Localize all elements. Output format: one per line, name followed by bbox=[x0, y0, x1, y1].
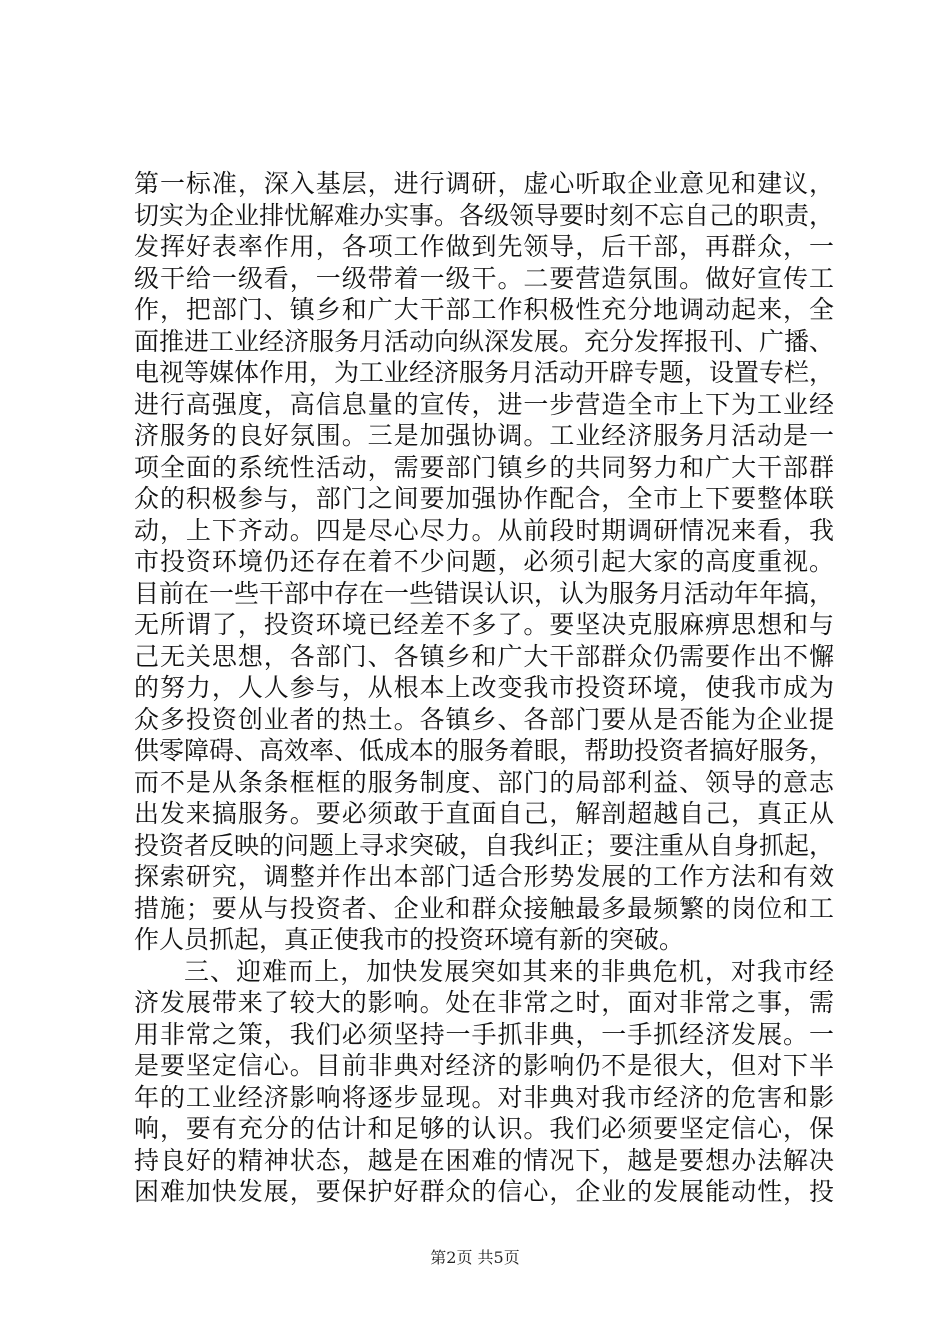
text-line: 众的积极参与，部门之间要加强协作配合，全市上下要整体联 bbox=[134, 484, 834, 513]
section-heading-line: 三、迎难而上，加快发展突如其来的非典危机，对我市经 bbox=[184, 956, 834, 986]
page-number: 第2页 共5页 bbox=[430, 1248, 520, 1267]
text-line: 济发展带来了较大的影响。处在非常之时，面对非常之事，需 bbox=[134, 988, 834, 1017]
text-line: 进行高强度，高信息量的宣传，进一步营造全市上下为工业经 bbox=[134, 389, 834, 419]
text-line: 而不是从条条框框的服务制度、部门的局部利益、领导的意志 bbox=[134, 767, 834, 797]
text-line: 电视等媒体作用，为工业经济服务月活动开辟专题，设置专栏， bbox=[134, 358, 835, 387]
text-line: 困难加快发展，要保护好群众的信心，企业的发展能动性，投 bbox=[134, 1177, 834, 1206]
body-text bbox=[134, 168, 834, 1208]
text-line: 级干给一级看，一级带着一级干。二要营造氛围。做好宣传工 bbox=[134, 263, 834, 293]
text-line: 是要坚定信心。目前非典对经济的影响仍不是很大，但对下半 bbox=[134, 1051, 834, 1080]
text-line: 发挥好表率作用，各项工作做到先领导，后干部，再群众，一 bbox=[134, 232, 834, 261]
text-line: 出发来搞服务。要必须敢于直面自己，解剖超越自己，真正从 bbox=[134, 799, 834, 828]
text-line: 用非常之策，我们必须坚持一手抓非典，一手抓经济发展。一 bbox=[134, 1019, 834, 1049]
text-line: 年的工业经济影响将逐步显现。对非典对我市经济的危害和影 bbox=[134, 1082, 834, 1112]
text-line: 己无关思想，各部门、各镇乡和广大干部群众仍需要作出不懈 bbox=[134, 641, 834, 671]
text-line: 目前在一些干部中存在一些错误认识，认为服务月活动年年搞， bbox=[134, 578, 835, 608]
text-line: 动，上下齐动。四是尽心尽力。从前段时期调研情况来看，我 bbox=[134, 515, 834, 545]
text-line: 市投资环境仍还存在着不少问题，必须引起大家的高度重视。 bbox=[134, 547, 834, 576]
text-line: 的努力，人人参与，从根本上改变我市投资环境，使我市成为 bbox=[134, 673, 834, 702]
text-line: 措施；要从与投资者、企业和群众接触最多最频繁的岗位和工 bbox=[134, 893, 834, 923]
text-line: 探索研究，调整并作出本部门适合形势发展的工作方法和有效 bbox=[134, 862, 834, 891]
text-line: 作，把部门、镇乡和广大干部工作积极性充分地调动起来，全 bbox=[134, 295, 834, 324]
text-line: 无所谓了，投资环境已经差不多了。要坚决克服麻痹思想和与 bbox=[134, 610, 834, 639]
text-line: 供零障碍、高效率、低成本的服务着眼，帮助投资者搞好服务， bbox=[134, 736, 835, 765]
text-line: 项全面的系统性活动，需要部门镇乡的共同努力和广大干部群 bbox=[134, 452, 834, 482]
text-line: 切实为企业排忧解难办实事。各级领导要时刻不忘自己的职责， bbox=[134, 200, 835, 230]
text-line: 投资者反映的问题上寻求突破，自我纠正；要注重从自身抓起， bbox=[134, 830, 835, 860]
text-line: 第一标准，深入基层，进行调研，虚心听取企业意见和建议， bbox=[134, 169, 834, 198]
text-line: 面推进工业经济服务月活动向纵深发展。充分发挥报刊、广播、 bbox=[134, 326, 835, 356]
text-line: 响，要有充分的估计和足够的认识。我们必须要坚定信心，保 bbox=[134, 1114, 834, 1143]
text-line: 众多投资创业者的热土。各镇乡、各部门要从是否能为企业提 bbox=[134, 704, 834, 734]
text-line: 济服务的良好氛围。三是加强协调。工业经济服务月活动是一 bbox=[134, 421, 834, 450]
text-line: 持良好的精神状态，越是在困难的情况下，越是要想办法解决 bbox=[134, 1145, 834, 1175]
paragraph-end-line: 作人员抓起，真正使我市的投资环境有新的突破。 bbox=[134, 925, 685, 954]
